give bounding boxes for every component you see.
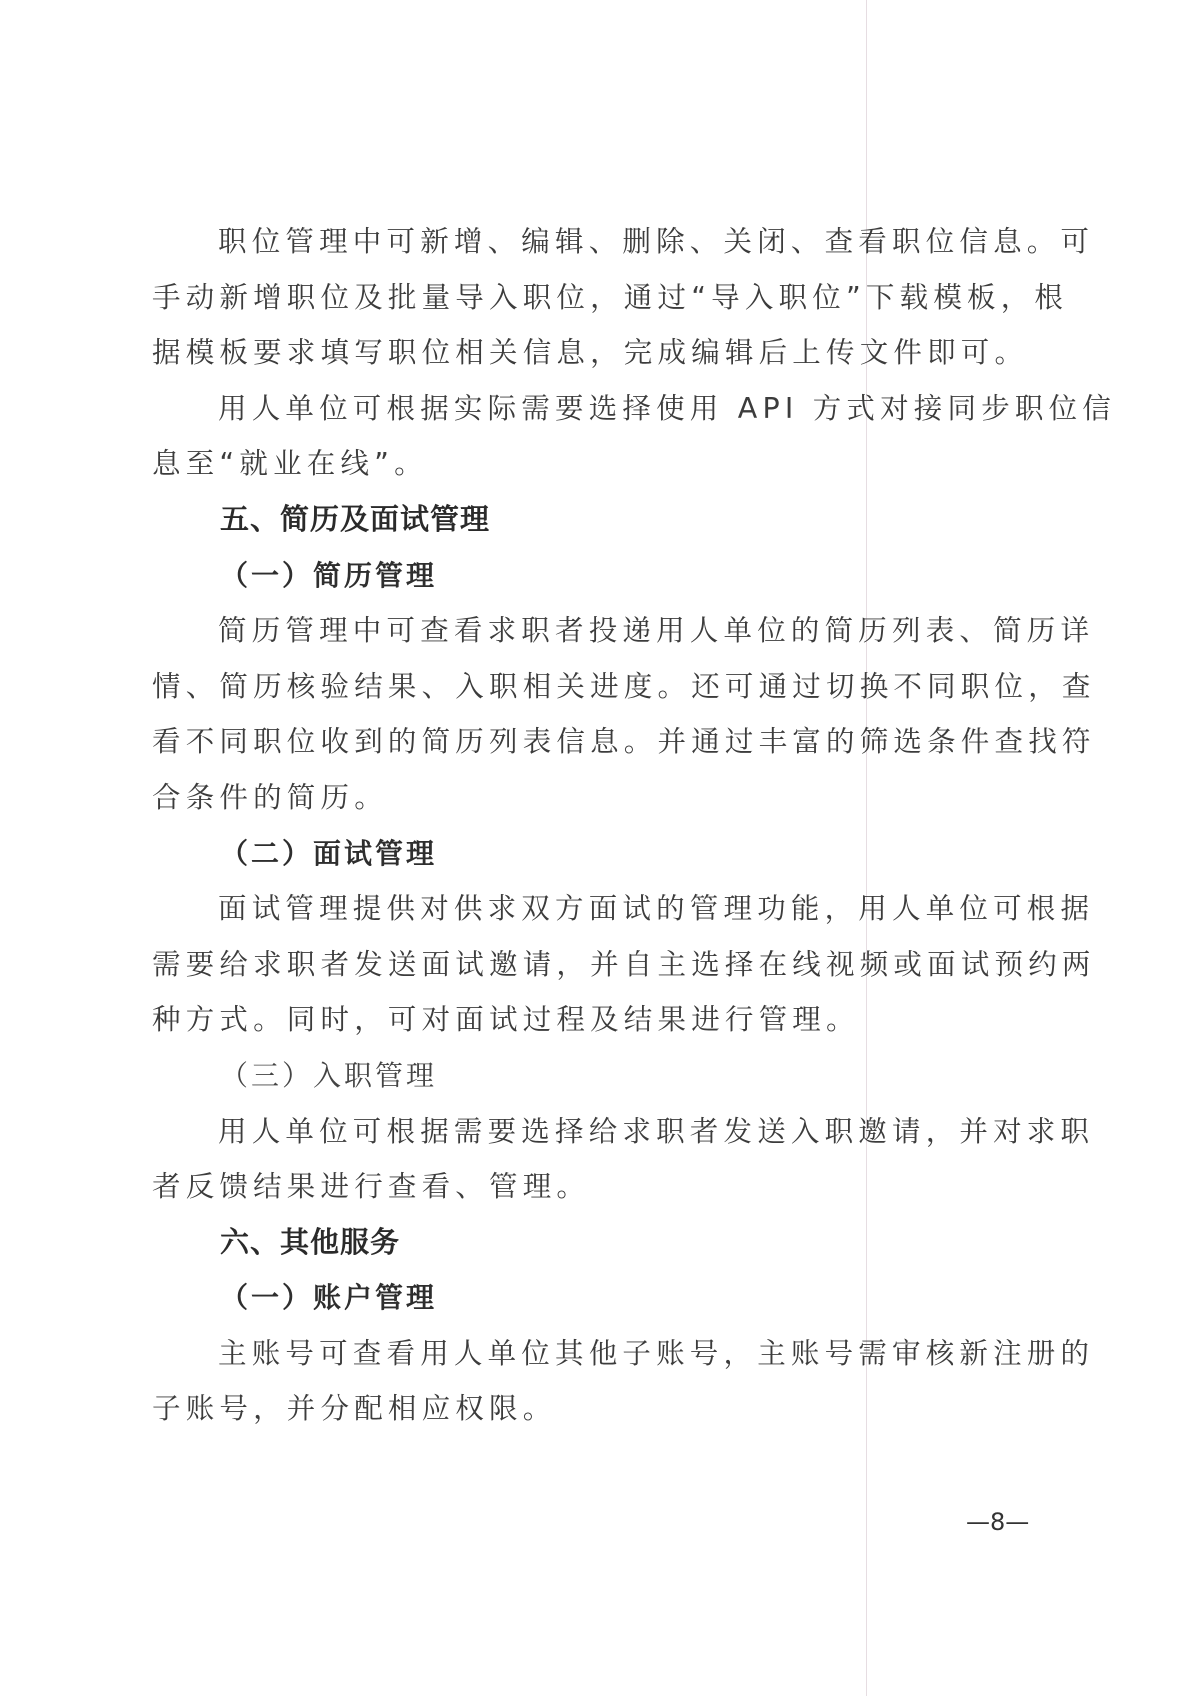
text-line: 子账号，并分配相应权限。 (152, 1392, 557, 1426)
section-heading-resume-interview: 五、简历及面试管理 (220, 501, 491, 536)
text-line: 简历管理中可查看求职者投递用人单位的简历列表、简历详 (218, 614, 1095, 648)
text-line: 看不同职位收到的简历列表信息。并通过丰富的筛选条件查找符 (152, 725, 1096, 759)
text-line: 种方式。同时，可对面试过程及结果进行管理。 (152, 1003, 860, 1037)
paragraph-onboarding-management (152, 1104, 1095, 1215)
text-line: 用人单位可根据需要选择给求职者发送入职邀请，并对求职 (218, 1114, 1095, 1148)
paragraph-job-management (152, 214, 1095, 381)
subsection-heading-interview: （二）面试管理 (220, 836, 438, 870)
text-line: 情、简历核验结果、入职相关进度。还可通过切换不同职位，查 (152, 669, 1096, 703)
text-line: 据模板要求填写职位相关信息，完成编辑后上传文件即可。 (152, 336, 1029, 370)
paragraph-account-management (152, 1326, 1095, 1437)
text-line: 面试管理提供对供求双方面试的管理功能，用人单位可根据 (218, 892, 1095, 926)
paragraph-api-sync (152, 381, 1117, 492)
text-line: 手动新增职位及批量导入职位，通过“导入职位”下载模板，根 (152, 280, 1069, 314)
subsection-heading-onboarding: （三）入职管理 (220, 1058, 438, 1092)
text-line: 合条件的简历。 (152, 780, 388, 814)
page-number: —8— (966, 1508, 1030, 1536)
subsection-heading-account: （一）账户管理 (220, 1281, 438, 1315)
subsection-heading-resume: （一）简历管理 (220, 558, 438, 592)
paragraph-resume-management (152, 603, 1096, 825)
section-heading-other-services: 六、其他服务 (220, 1224, 401, 1259)
text-line: 者反馈结果进行查看、管理。 (152, 1170, 591, 1204)
text-line: 职位管理中可新增、编辑、删除、关闭、查看职位信息。可 (218, 225, 1095, 258)
paragraph-interview-management (152, 881, 1096, 1048)
text-line: 需要给求职者发送面试邀请，并自主选择在线视频或面试预约两 (152, 947, 1096, 981)
text-line: 用人单位可根据实际需要选择使用 API 方式对接同步职位信 (218, 391, 1117, 425)
text-line: 主账号可查看用人单位其他子账号，主账号需审核新注册的 (218, 1336, 1095, 1370)
document-page (152, 214, 1117, 1437)
text-line: 息至“就业在线”。 (152, 447, 428, 481)
